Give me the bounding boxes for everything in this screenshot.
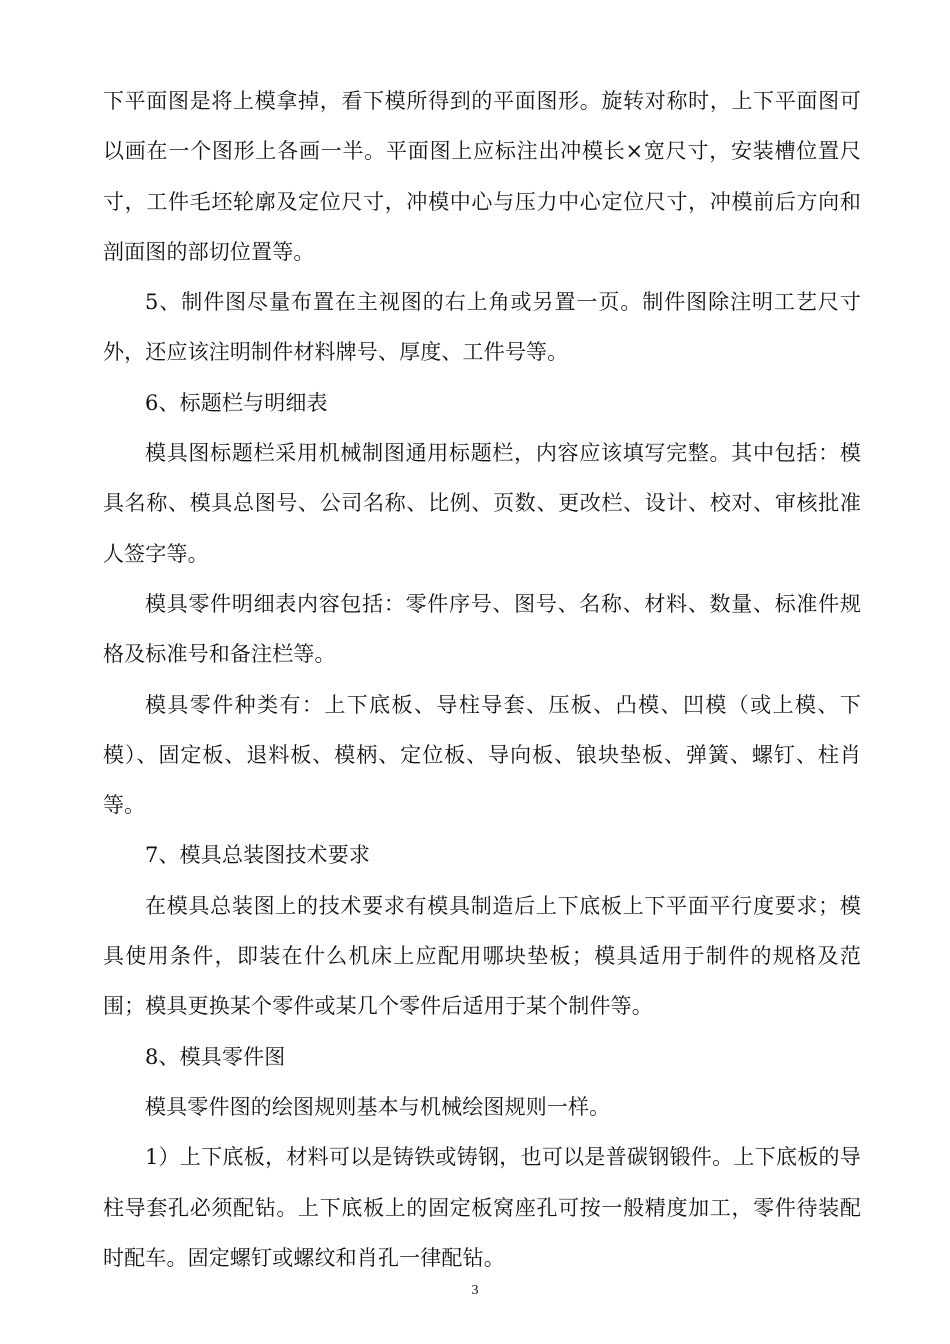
paragraph-part-types: 模具零件种类有：上下底板、导柱导套、压板、凸模、凹模（或上模、下模）、固定板、退料板、模柄、定位板、导向板、锒块垫板、弹簧、螺钉、柱肖等。 [103, 692, 861, 818]
section-heading-assembly-requirements: 7、模具总装图技术要求 [145, 843, 371, 868]
paragraph-base-plates: 1）上下底板，材料可以是铸铁或铸钢，也可以是普碳钢锻件。上下底板的导柱导套孔必须配钻。上下底板上的固定板窝座孔可按一般精度加工，零件待装配时配车。固定螺钉或螺纹和肖孔一律配钻。 [103, 1145, 861, 1270]
paragraph-plan-view: 下平面图是将上模拿掉，看下模所得到的平面图形。旋转对称时，上下平面图可以画在一个图形上各画一半。平面图上应标注出冲模长×宽尺寸，安装槽位置尺寸，工件毛坯轮廓及定位尺寸，冲模中心与压力中心定位尺寸，冲模前后方向和剖面图的部切位置等。 [103, 89, 861, 264]
paragraph-part-drawing: 5、制件图尽量布置在主视图的右上角或另置一页。制件图除注明工艺尺寸外，还应该注明制件材料牌号、厚度、工件号等。 [103, 290, 861, 365]
document-body [103, 76, 861, 1283]
paragraph-parts-list: 模具零件明细表内容包括：零件序号、图号、名称、材料、数量、标准件规格及标准号和备注栏等。 [103, 591, 861, 667]
section-heading-component-drawings: 8、模具零件图 [145, 1044, 286, 1069]
page-number: 3 [471, 1283, 479, 1298]
section-heading-title-block: 6、标题栏与明细表 [145, 390, 328, 415]
paragraph-title-block: 模具图标题栏采用机械制图通用标题栏，内容应该填写完整。其中包括：模具名称、模具总图号、公司名称、比例、页数、更改栏、设计、校对、审核批准人签字等。 [103, 441, 861, 566]
paragraph-drawing-rules: 模具零件图的绘图规则基本与机械绘图规则一样。 [145, 1094, 611, 1119]
paragraph-assembly-requirements: 在模具总装图上的技术要求有模具制造后上下底板上下平面平行度要求；模具使用条件，即装在什么机床上应配用哪块垫板；模具适用于制件的规格及范围；模具更换某个零件或某几个零件后适用于某个制件等。 [103, 893, 861, 1019]
